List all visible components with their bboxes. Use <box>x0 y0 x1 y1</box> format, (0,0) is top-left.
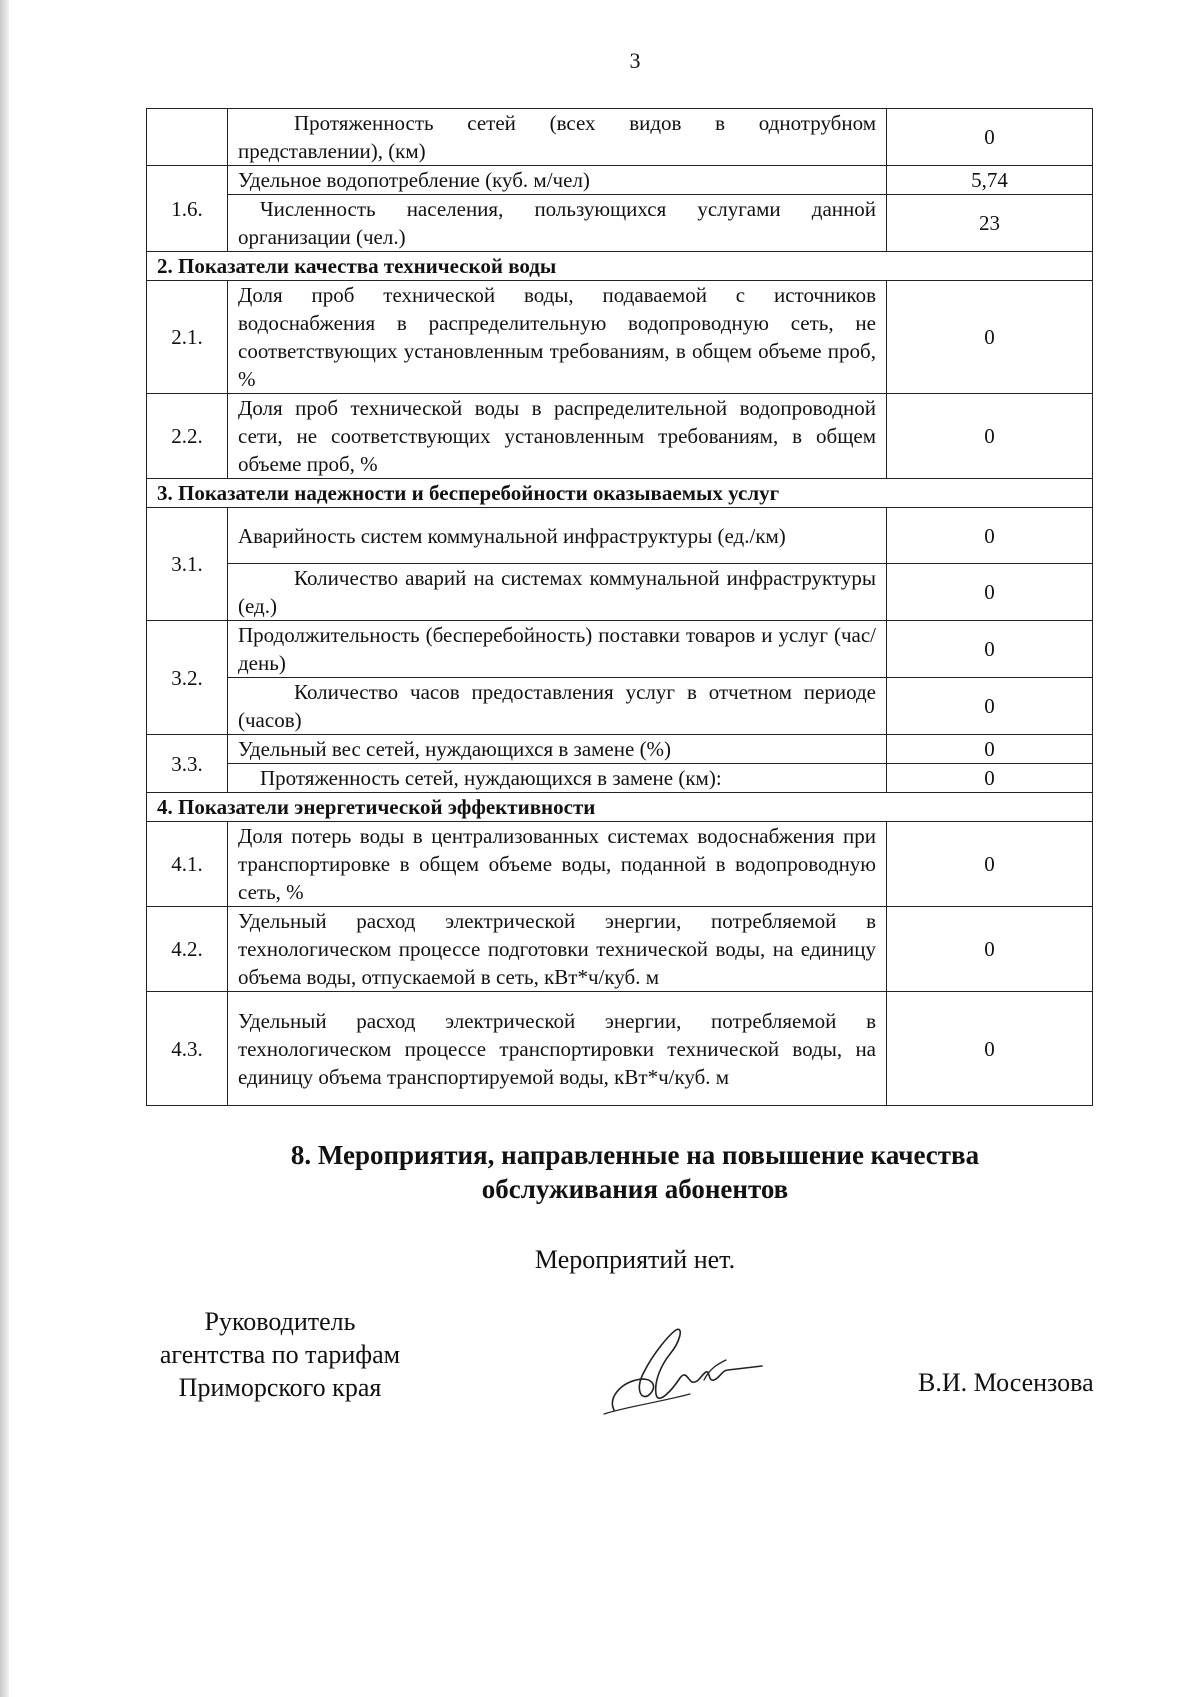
row-description: Аварийность систем коммунальной инфраструктуры (ед./км) <box>228 508 887 564</box>
page-number: 3 <box>629 48 641 73</box>
row-number: 4.2. <box>147 907 228 992</box>
indicators-table <box>146 108 1093 1106</box>
row-number: 4.1. <box>147 822 228 907</box>
table-row <box>147 764 1093 793</box>
table-row <box>147 992 1093 1106</box>
row-description: Удельное водопотребление (куб. м/чел) <box>228 166 887 195</box>
row-description: Доля проб технической воды в распределительной водопроводной сети, не соответствующих установленным требованиям, в общем объеме проб, % <box>228 394 887 479</box>
section-row <box>147 793 1093 822</box>
scan-edge <box>0 0 9 1697</box>
table-row <box>147 822 1093 907</box>
row-number: 3.2. <box>147 621 228 735</box>
row-value: 23 <box>887 195 1093 252</box>
row-value: 0 <box>887 109 1093 166</box>
row-number: 1.6. <box>147 166 228 252</box>
row-description: Количество аварий на системах коммунальной инфраструктуры (ед.) <box>228 564 887 621</box>
row-value: 5,74 <box>887 166 1093 195</box>
row-description: Доля потерь воды в централизованных системах водоснабжения при транспортировке в общем объеме воды, поданной в водопроводную сеть, % <box>228 822 887 907</box>
row-description: Протяженность сетей, нуждающихся в замене (км): <box>228 764 887 793</box>
table-row <box>147 166 1093 195</box>
table-row <box>147 394 1093 479</box>
table-row <box>147 735 1093 764</box>
row-description: Протяженность сетей (всех видов в однотрубном представлении), (км) <box>228 109 887 166</box>
row-number <box>147 109 228 166</box>
table-row <box>147 195 1093 252</box>
row-value: 0 <box>887 508 1093 564</box>
section-8-heading <box>0 1138 1200 1206</box>
no-measures-text: Мероприятий нет. <box>534 1245 736 1274</box>
row-number: 3.1. <box>147 508 228 621</box>
signer-name: В.И. Мосензова <box>918 1368 1094 1397</box>
signer-title-line-2: агентства по тарифам <box>159 1340 401 1369</box>
signer-title <box>135 1305 425 1404</box>
section-8-heading-line-1: 8. Мероприятия, направленные на повышение качества <box>290 1140 980 1170</box>
section-heading: 3. Показатели надежности и бесперебойности оказываемых услуг <box>147 479 1093 508</box>
row-value: 0 <box>887 281 1093 394</box>
table-row <box>147 281 1093 394</box>
signer-title-line-1: Руководитель <box>204 1307 356 1336</box>
row-value: 0 <box>887 678 1093 735</box>
handwritten-signature <box>600 1320 770 1420</box>
row-description: Численность населения, пользующихся услугами данной организации (чел.) <box>228 195 887 252</box>
row-value: 0 <box>887 822 1093 907</box>
section-8-heading-line-2: обслуживания абонентов <box>481 1174 789 1204</box>
row-value: 0 <box>887 564 1093 621</box>
row-number: 2.2. <box>147 394 228 479</box>
row-value: 0 <box>887 394 1093 479</box>
row-description: Удельный расход электрической энергии, потребляемой в технологическом процессе подготовки технической воды, на единицу объема воды, отпускаемой в сеть, кВт*ч/куб. м <box>228 907 887 992</box>
signer-title-line-3: Приморского края <box>178 1373 382 1402</box>
row-description: Количество часов предоставления услуг в отчетном периоде (часов) <box>228 678 887 735</box>
table-row <box>147 907 1093 992</box>
row-value: 0 <box>887 621 1093 678</box>
row-number: 2.1. <box>147 281 228 394</box>
table-row <box>147 109 1093 166</box>
section-heading: 2. Показатели качества технической воды <box>147 252 1093 281</box>
row-description: Продолжительность (бесперебойность) поставки товаров и услуг (час/день) <box>228 621 887 678</box>
row-description: Удельный расход электрической энергии, потребляемой в технологическом процессе транспортировки технической воды, на единицу объема транспортируемой воды, кВт*ч/куб. м <box>228 992 887 1106</box>
row-number: 3.3. <box>147 735 228 793</box>
table-row <box>147 564 1093 621</box>
section-row <box>147 479 1093 508</box>
row-value: 0 <box>887 992 1093 1106</box>
section-row <box>147 252 1093 281</box>
table-row <box>147 508 1093 564</box>
row-number: 4.3. <box>147 992 228 1106</box>
table-row <box>147 678 1093 735</box>
section-heading: 4. Показатели энергетической эффективности <box>147 793 1093 822</box>
row-description: Удельный вес сетей, нуждающихся в замене (%) <box>228 735 887 764</box>
row-value: 0 <box>887 764 1093 793</box>
row-value: 0 <box>887 735 1093 764</box>
row-description: Доля проб технической воды, подаваемой с источников водоснабжения в распределительную водопроводную сеть, не соответствующих установленным требованиям, в общем объеме проб, % <box>228 281 887 394</box>
table-row <box>147 621 1093 678</box>
row-value: 0 <box>887 907 1093 992</box>
